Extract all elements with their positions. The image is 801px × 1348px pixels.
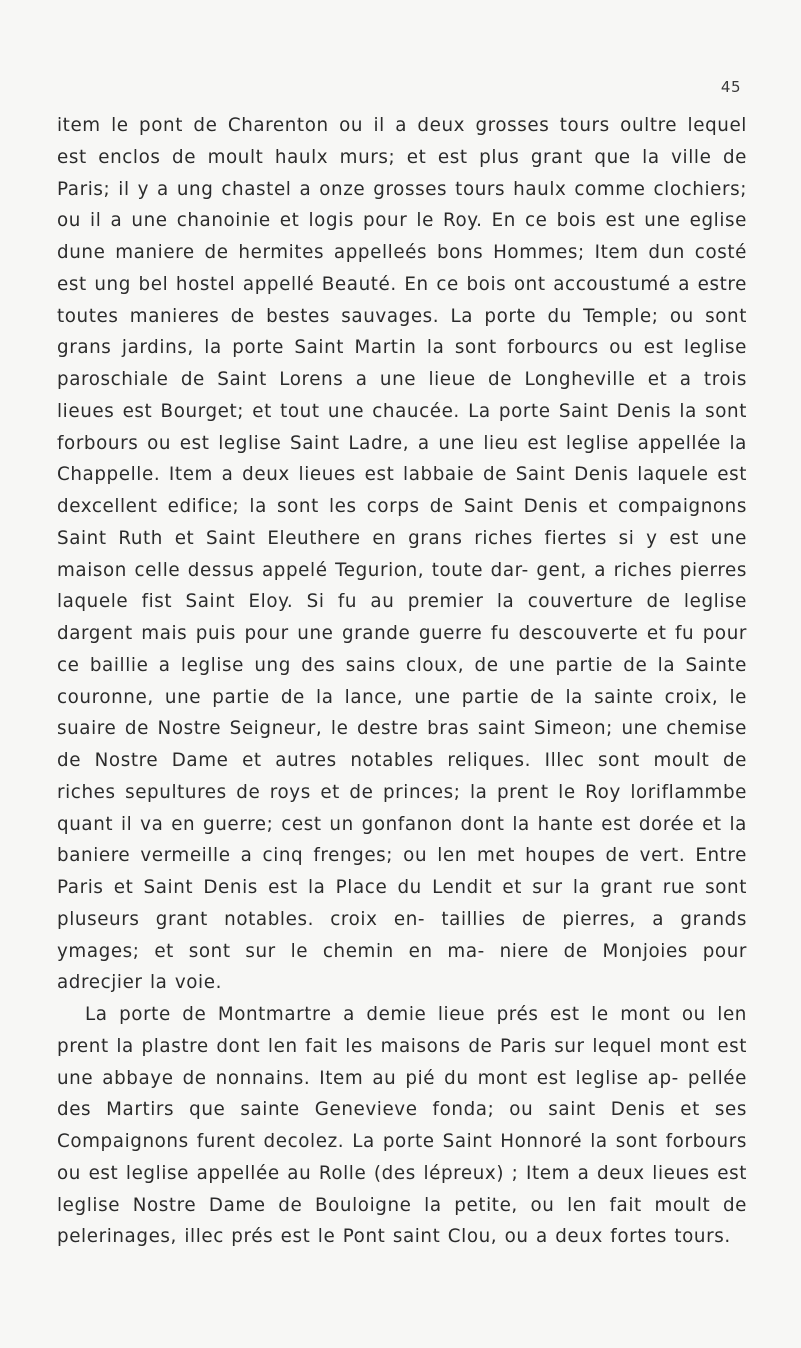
body-text — [57, 110, 747, 1253]
paragraph-1: item le pont de Charenton ou il a deux grosses tours oultre lequel est enclos de moult haulx murs; et est plus grant que la ville de Paris; il y a ung chastel a onze grosses tours haulx comme clochiers; ou il a une chanoinie et logis pour le Roy. En ce bois est une eglise dune maniere de hermites appelleés bons Hommes; Item dun costé est ung bel hostel appellé Beauté. En ce bois ont accoustumé a estre toutes manieres de bestes sauvages. La porte du Temple; ou sont grans jardins, la porte Saint Martin la sont forbourcs ou est leglise paroschiale de Saint Lorens a une lieue de Longheville et a trois lieues est Bourget; et tout une chaucée. La porte Saint Denis la sont forbours ou est leglise Saint Ladre, a une lieu est leglise appellée la Chappelle. Item a deux lieues est labbaie de Saint Denis laquele est dexcellent edifice; la sont les corps de Saint Denis et compaignons Saint Ruth et Saint Eleuthere en grans riches fiertes si y est une maison celle dessus appelé Tegurion, toute dar- gent, a riches pierres laquele fist Saint Eloy. Si fu au premier la couverture de leglise dargent mais puis pour une grande guerre fu descouverte et fu pour ce baillie a leglise ung des sains cloux, de une partie de la Sainte couronne, une partie de la lance, une partie de la sainte croix, le suaire de Nostre Seigneur, le destre bras saint Simeon; une chemise de Nostre Dame et autres notables reliques. Illec sont moult de riches sepultures de roys et de princes; la prent le Roy loriflammbe quant il va en guerre; cest un gonfanon dont la hante est dorée et la baniere vermeille a cinq frenges; ou len met houpes de vert. Entre Paris et Saint Denis est la Place du Lendit et sur la grant rue sont pluseurs grant notables. croix en- taillies de pierres, a grands ymages; et sont sur le chemin en ma- niere de Monjoies pour adrecjier la voie. — [57, 115, 747, 994]
paragraph-2: La porte de Montmartre a demie lieue prés est le mont ou len prent la plastre dont len fait les maisons de Paris sur lequel mont est une abbaye de nonnains. Item au pié du mont est leglise ap- pellée des Martirs que sainte Genevieve fonda; ou saint Denis et ses Compaignons furent decolez. La porte Saint Honnoré la sont forbours ou est leglise appellée au Rolle (des lépreux) ; Item a deux lieues est leglise Nostre Dame de Bouloigne la petite, ou len fait moult de pelerinages, illec prés est le Pont saint Clou, ou a deux fortes tours. — [57, 1004, 747, 1248]
page-number: 45 — [720, 78, 741, 96]
